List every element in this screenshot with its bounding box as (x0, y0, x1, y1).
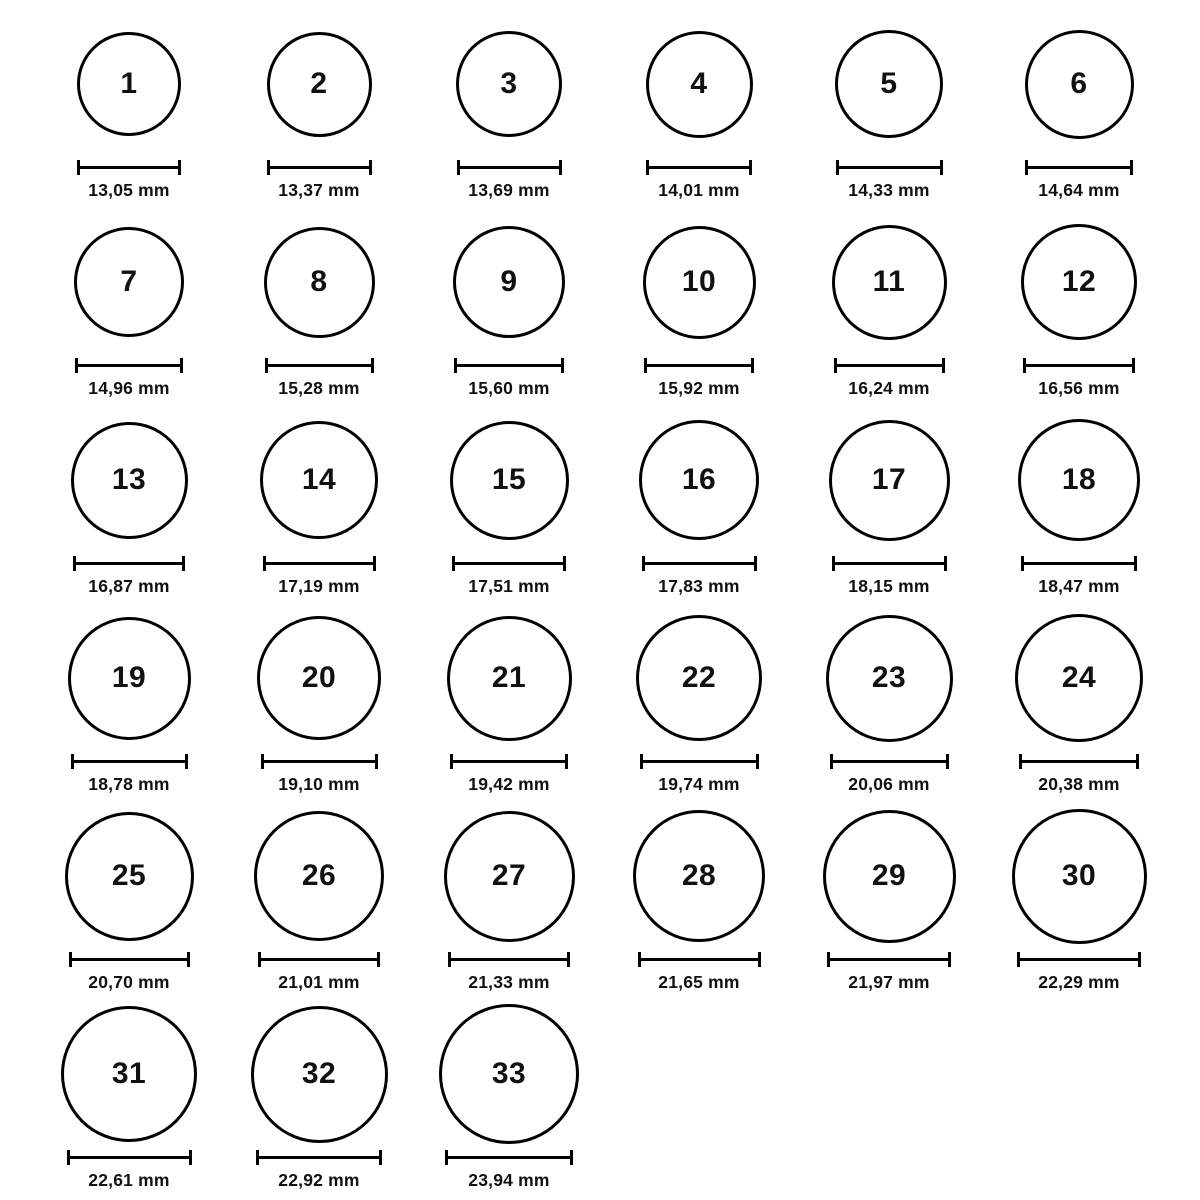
ruler-tick-left (263, 556, 266, 571)
ruler-tick-right (570, 1150, 573, 1165)
ruler-tick-right (944, 556, 947, 571)
ruler-bar (1023, 364, 1135, 367)
diameter-label: 20,06 mm (848, 774, 930, 794)
diameter-ruler (445, 1150, 573, 1164)
ring-circle (1015, 614, 1143, 742)
ruler-tick-right (940, 160, 943, 175)
ring-size-number: 23 (871, 661, 907, 694)
ring-size-cell (414, 802, 604, 1000)
diameter-label: 21,65 mm (658, 972, 740, 992)
ruler-tick-left (834, 358, 837, 373)
ruler-tick-left (827, 952, 830, 967)
ring-circle (1012, 809, 1147, 944)
ring-size-cell (414, 1000, 604, 1198)
ruler-tick-right (371, 358, 374, 373)
ruler-tick-left (1023, 358, 1026, 373)
diameter-ruler (836, 160, 943, 174)
ruler-tick-left (450, 754, 453, 769)
diameter-ruler (73, 556, 185, 570)
ruler-tick-left (261, 754, 264, 769)
diameter-label: 13,37 mm (278, 180, 360, 200)
ruler-tick-right (187, 952, 190, 967)
ring-size-cell (34, 10, 224, 208)
ruler-tick-right (561, 358, 564, 373)
diameter-ruler (1023, 358, 1135, 372)
ruler-tick-right (756, 754, 759, 769)
ring-circle-wrap (267, 10, 372, 158)
ruler-bar (265, 364, 374, 367)
ruler-tick-right (948, 952, 951, 967)
ruler-tick-left (77, 160, 80, 175)
ring-circle-wrap (447, 604, 572, 752)
diameter-ruler (75, 358, 183, 372)
ruler-tick-left (69, 952, 72, 967)
ring-size-number: 18 (1061, 463, 1097, 496)
ring-circle (643, 226, 756, 339)
diameter-ruler (830, 754, 949, 768)
ruler-tick-right (563, 556, 566, 571)
ring-circle-wrap (1015, 604, 1143, 752)
ring-size-cell (984, 406, 1174, 604)
ruler-bar (1021, 562, 1137, 565)
ruler-tick-right (565, 754, 568, 769)
diameter-label: 22,29 mm (1038, 972, 1120, 992)
ring-size-cell (604, 604, 794, 802)
ruler-bar (638, 958, 761, 961)
ring-size-cell (34, 802, 224, 1000)
ring-size-number: 15 (491, 463, 527, 496)
ring-size-number: 1 (120, 67, 138, 100)
diameter-label: 18,78 mm (88, 774, 170, 794)
ring-size-number: 24 (1061, 661, 1097, 694)
ruler-tick-left (448, 952, 451, 967)
ring-circle (646, 31, 753, 138)
diameter-label: 14,64 mm (1038, 180, 1120, 200)
ring-size-cell (794, 208, 984, 406)
ring-circle-wrap (835, 10, 943, 158)
ruler-bar (640, 760, 759, 763)
ruler-bar (830, 760, 949, 763)
diameter-ruler (69, 952, 190, 966)
ruler-tick-right (185, 754, 188, 769)
ring-circle-wrap (826, 604, 953, 752)
ruler-tick-left (73, 556, 76, 571)
ring-circle-wrap (1012, 802, 1147, 950)
diameter-ruler (834, 358, 945, 372)
ring-size-number: 26 (301, 859, 337, 892)
ruler-tick-left (1021, 556, 1024, 571)
ring-size-number: 25 (111, 859, 147, 892)
diameter-label: 16,24 mm (848, 378, 930, 398)
diameter-label: 17,83 mm (658, 576, 740, 596)
diameter-ruler (1025, 160, 1133, 174)
ring-size-number: 12 (1061, 265, 1097, 298)
ring-size-number: 28 (681, 859, 717, 892)
ring-circle-wrap (636, 604, 762, 752)
ruler-bar (77, 166, 181, 169)
ruler-tick-left (445, 1150, 448, 1165)
ring-circle (439, 1004, 579, 1144)
ruler-tick-right (1138, 952, 1141, 967)
ring-size-number: 16 (681, 463, 717, 496)
ruler-tick-left (256, 1150, 259, 1165)
ruler-tick-right (189, 1150, 192, 1165)
ruler-bar (642, 562, 757, 565)
ring-circle-wrap (639, 406, 759, 554)
ring-size-cell (224, 802, 414, 1000)
ring-size-number: 30 (1061, 859, 1097, 892)
diameter-label: 19,42 mm (468, 774, 550, 794)
ring-size-cell (984, 604, 1174, 802)
ruler-tick-right (942, 358, 945, 373)
diameter-label: 15,92 mm (658, 378, 740, 398)
ruler-tick-left (454, 358, 457, 373)
ring-circle (456, 31, 562, 137)
ruler-bar (1025, 166, 1133, 169)
diameter-ruler (67, 1150, 192, 1164)
ring-size-number: 2 (310, 67, 328, 100)
ring-circle-wrap (444, 802, 575, 950)
ring-size-cell (604, 802, 794, 1000)
ruler-tick-left (832, 556, 835, 571)
ring-circle (639, 420, 759, 540)
ring-circle (254, 811, 384, 941)
ring-circle-wrap (251, 1000, 388, 1148)
ruler-tick-left (452, 556, 455, 571)
diameter-ruler (1019, 754, 1139, 768)
ruler-bar (256, 1156, 382, 1159)
ruler-bar (646, 166, 752, 169)
ring-circle (77, 32, 181, 136)
ring-size-number: 27 (491, 859, 527, 892)
ring-size-number: 32 (301, 1057, 337, 1090)
ring-size-cell (604, 10, 794, 208)
ruler-tick-right (758, 952, 761, 967)
ruler-tick-right (567, 952, 570, 967)
ring-circle (61, 1006, 197, 1142)
diameter-label: 14,33 mm (848, 180, 930, 200)
ring-circle (1018, 419, 1140, 541)
diameter-ruler (71, 754, 188, 768)
ring-size-number: 33 (491, 1057, 527, 1090)
ring-size-cell (414, 604, 604, 802)
diameter-ruler (646, 160, 752, 174)
ruler-tick-right (1136, 754, 1139, 769)
ruler-tick-right (754, 556, 757, 571)
ring-size-grid (0, 10, 1200, 1198)
diameter-label: 21,97 mm (848, 972, 930, 992)
diameter-ruler (258, 952, 380, 966)
ruler-tick-right (559, 160, 562, 175)
ruler-bar (445, 1156, 573, 1159)
diameter-label: 22,61 mm (88, 1170, 170, 1190)
ruler-tick-left (258, 952, 261, 967)
diameter-label: 23,94 mm (468, 1170, 550, 1190)
diameter-label: 14,01 mm (658, 180, 740, 200)
ring-size-number: 29 (871, 859, 907, 892)
ring-circle-wrap (264, 208, 375, 356)
ring-circle (71, 422, 188, 539)
ring-circle (68, 617, 191, 740)
ruler-tick-right (377, 952, 380, 967)
ring-circle-wrap (633, 802, 765, 950)
ruler-bar (457, 166, 562, 169)
ring-circle (267, 32, 372, 137)
ring-size-number: 13 (111, 463, 147, 496)
ring-circle (832, 225, 947, 340)
ring-size-cell (414, 406, 604, 604)
ring-circle (257, 616, 381, 740)
diameter-ruler (638, 952, 761, 966)
ring-circle-wrap (260, 406, 378, 554)
diameter-label: 20,38 mm (1038, 774, 1120, 794)
diameter-ruler (827, 952, 951, 966)
ring-size-cell (794, 406, 984, 604)
ruler-bar (1017, 958, 1141, 961)
ruler-bar (644, 364, 754, 367)
ring-circle-wrap (453, 208, 565, 356)
ruler-tick-right (178, 160, 181, 175)
diameter-label: 17,51 mm (468, 576, 550, 596)
ring-circle (829, 420, 950, 541)
diameter-label: 20,70 mm (88, 972, 170, 992)
ruler-bar (1019, 760, 1139, 763)
diameter-label: 21,33 mm (468, 972, 550, 992)
ring-size-number: 8 (310, 265, 328, 298)
diameter-label: 19,10 mm (278, 774, 360, 794)
ring-circle-wrap (68, 604, 191, 752)
diameter-label: 13,69 mm (468, 180, 550, 200)
ruler-bar (67, 1156, 192, 1159)
ruler-tick-right (379, 1150, 382, 1165)
ruler-tick-left (265, 358, 268, 373)
ruler-bar (454, 364, 564, 367)
ring-circle-wrap (832, 208, 947, 356)
ring-circle (826, 615, 953, 742)
ring-size-number: 5 (880, 67, 898, 100)
diameter-ruler (1021, 556, 1137, 570)
diameter-ruler (77, 160, 181, 174)
ring-size-number: 19 (111, 661, 147, 694)
ring-circle-wrap (61, 1000, 197, 1148)
ruler-tick-right (375, 754, 378, 769)
ring-circle-wrap (456, 10, 562, 158)
ruler-bar (832, 562, 947, 565)
ring-circle-wrap (254, 802, 384, 950)
ruler-bar (450, 760, 568, 763)
ruler-tick-right (1134, 556, 1137, 571)
ring-size-number: 11 (872, 265, 906, 298)
ring-circle (447, 616, 572, 741)
diameter-label: 18,15 mm (848, 576, 930, 596)
diameter-label: 14,96 mm (88, 378, 170, 398)
ring-circle (453, 226, 565, 338)
ring-size-number: 22 (681, 661, 717, 694)
ring-size-cell (224, 604, 414, 802)
diameter-label: 22,92 mm (278, 1170, 360, 1190)
diameter-ruler (261, 754, 378, 768)
ruler-tick-right (1132, 358, 1135, 373)
ring-size-number: 21 (491, 661, 527, 694)
diameter-label: 21,01 mm (278, 972, 360, 992)
ruler-bar (69, 958, 190, 961)
ring-size-number: 14 (301, 463, 337, 496)
ruler-tick-left (1025, 160, 1028, 175)
ruler-bar (448, 958, 570, 961)
ring-circle (251, 1006, 388, 1143)
diameter-label: 15,28 mm (278, 378, 360, 398)
ring-circle-wrap (257, 604, 381, 752)
ruler-bar (71, 760, 188, 763)
ruler-bar (834, 364, 945, 367)
ring-size-cell (224, 406, 414, 604)
ruler-tick-left (646, 160, 649, 175)
ring-circle (450, 421, 569, 540)
ring-circle (74, 227, 184, 337)
ring-circle (835, 30, 943, 138)
diameter-ruler (1017, 952, 1141, 966)
ruler-bar (827, 958, 951, 961)
ring-size-number: 3 (500, 67, 518, 100)
diameter-label: 15,60 mm (468, 378, 550, 398)
ring-circle-wrap (1018, 406, 1140, 554)
diameter-ruler (454, 358, 564, 372)
ruler-tick-left (1017, 952, 1020, 967)
ring-size-cell (794, 604, 984, 802)
ruler-tick-left (67, 1150, 70, 1165)
ruler-tick-right (180, 358, 183, 373)
ring-circle-wrap (74, 208, 184, 356)
ring-size-number: 6 (1070, 67, 1088, 100)
ring-size-cell (984, 208, 1174, 406)
ruler-tick-left (638, 952, 641, 967)
diameter-label: 16,56 mm (1038, 378, 1120, 398)
ring-size-cell (34, 208, 224, 406)
ring-circle (264, 227, 375, 338)
ring-size-cell (34, 604, 224, 802)
ring-circle-wrap (829, 406, 950, 554)
ruler-tick-right (369, 160, 372, 175)
ruler-tick-right (751, 358, 754, 373)
diameter-ruler (265, 358, 374, 372)
diameter-ruler (450, 754, 568, 768)
ring-circle (65, 812, 194, 941)
diameter-ruler (457, 160, 562, 174)
ring-circle (823, 810, 956, 943)
ruler-bar (258, 958, 380, 961)
diameter-ruler (640, 754, 759, 768)
ring-circle (1025, 30, 1134, 139)
ring-size-cell (794, 802, 984, 1000)
ruler-tick-left (71, 754, 74, 769)
ruler-bar (263, 562, 376, 565)
ruler-tick-left (457, 160, 460, 175)
ring-size-cell (414, 10, 604, 208)
ruler-bar (452, 562, 566, 565)
ring-size-number: 31 (111, 1057, 147, 1090)
ruler-bar (75, 364, 183, 367)
diameter-ruler (644, 358, 754, 372)
ring-size-number: 4 (690, 67, 708, 100)
ruler-tick-left (836, 160, 839, 175)
ring-circle (636, 615, 762, 741)
ruler-tick-left (830, 754, 833, 769)
diameter-label: 17,19 mm (278, 576, 360, 596)
ruler-tick-left (642, 556, 645, 571)
diameter-ruler (267, 160, 372, 174)
ring-size-cell (794, 10, 984, 208)
ring-size-number: 7 (120, 265, 138, 298)
ring-circle-wrap (646, 10, 753, 158)
ring-size-cell (984, 10, 1174, 208)
diameter-ruler (832, 556, 947, 570)
ring-size-number: 20 (301, 661, 337, 694)
ruler-bar (261, 760, 378, 763)
ruler-tick-right (1130, 160, 1133, 175)
ring-size-cell (414, 208, 604, 406)
ring-size-number: 9 (500, 265, 518, 298)
ring-size-cell (224, 208, 414, 406)
ring-size-number: 10 (681, 265, 717, 298)
diameter-label: 18,47 mm (1038, 576, 1120, 596)
ruler-bar (836, 166, 943, 169)
diameter-label: 13,05 mm (88, 180, 170, 200)
ring-circle-wrap (439, 1000, 579, 1148)
ring-circle-wrap (643, 208, 756, 356)
diameter-label: 16,87 mm (88, 576, 170, 596)
ruler-tick-right (946, 754, 949, 769)
diameter-ruler (448, 952, 570, 966)
ruler-bar (73, 562, 185, 565)
ruler-tick-left (75, 358, 78, 373)
ruler-tick-left (644, 358, 647, 373)
ring-circle (633, 810, 765, 942)
diameter-ruler (256, 1150, 382, 1164)
diameter-ruler (642, 556, 757, 570)
ring-size-cell (34, 1000, 224, 1198)
ring-size-number: 17 (871, 463, 907, 496)
ruler-tick-left (640, 754, 643, 769)
ring-size-cell (34, 406, 224, 604)
ruler-tick-right (749, 160, 752, 175)
ring-circle-wrap (450, 406, 569, 554)
diameter-ruler (263, 556, 376, 570)
ruler-tick-right (373, 556, 376, 571)
ring-circle-wrap (1021, 208, 1137, 356)
ring-size-cell (604, 406, 794, 604)
diameter-ruler (452, 556, 566, 570)
ring-circle (1021, 224, 1137, 340)
ring-circle-wrap (77, 10, 181, 158)
diameter-label: 19,74 mm (658, 774, 740, 794)
ring-circle-wrap (823, 802, 956, 950)
ruler-tick-left (1019, 754, 1022, 769)
ring-size-cell (224, 1000, 414, 1198)
ring-circle (260, 421, 378, 539)
ruler-tick-right (182, 556, 185, 571)
ruler-tick-left (267, 160, 270, 175)
ring-size-cell (224, 10, 414, 208)
ring-size-cell (984, 802, 1174, 1000)
ring-size-cell (604, 208, 794, 406)
ruler-bar (267, 166, 372, 169)
ring-circle (444, 811, 575, 942)
ring-circle-wrap (1025, 10, 1134, 158)
ring-circle-wrap (71, 406, 188, 554)
ring-circle-wrap (65, 802, 194, 950)
